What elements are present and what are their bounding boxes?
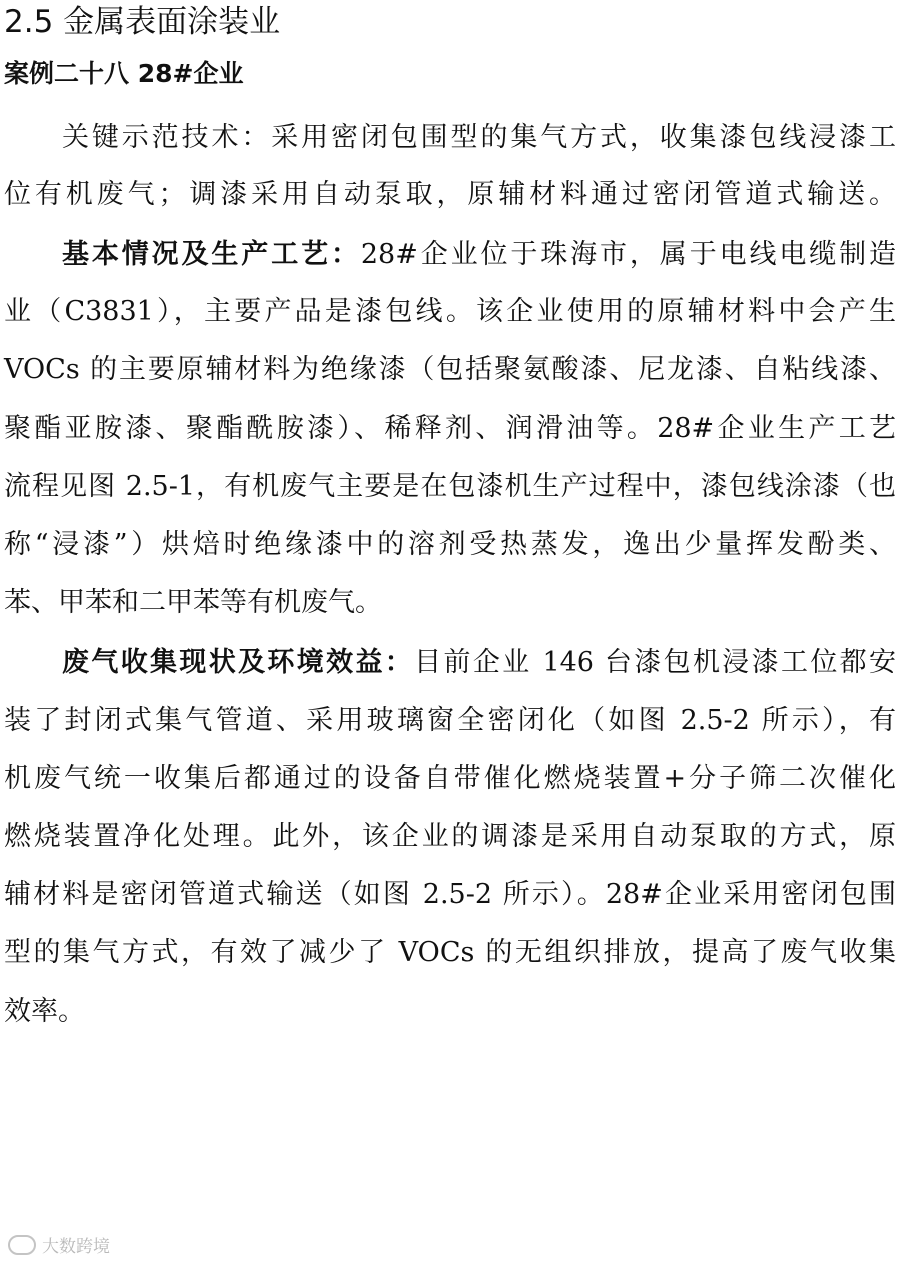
paragraph-waste-gas-line-6: 型的集气方式，有效了减少了 VOCs 的无组织排放，提高了废气收集 <box>4 937 896 968</box>
brand-logo-icon <box>8 1235 36 1255</box>
paragraph-waste-gas-line-5: 辅材料是密闭管道式输送（如图 2.5-2 所示）。28#企业采用密闭包围 <box>4 879 896 910</box>
paragraph-basic-info-line-3: VOCs 的主要原辅材料为绝缘漆（包括聚氨酸漆、尼龙漆、自粘线漆、 <box>4 354 896 385</box>
case-title: 案例二十八 28#企业 <box>4 59 244 88</box>
section-title: 2.5 金属表面涂装业 <box>4 4 281 40</box>
paragraph-basic-info-line-1 <box>62 235 896 275</box>
paragraph-basic-info-line-5: 流程见图 2.5-1，有机废气主要是在包漆机生产过程中，漆包线涂漆（也 <box>4 471 896 502</box>
paragraph-basic-info-line-7: 苯、甲苯和二甲苯等有机废气。 <box>4 587 382 618</box>
waste-gas-label: 废气收集现状及环境效益： <box>62 647 415 678</box>
paragraph-basic-info-line-2: 业（C3831），主要产品是漆包线。该企业使用的原辅材料中会产生 <box>4 296 896 327</box>
watermark-text: 大数跨境 <box>42 1237 110 1257</box>
basic-info-line-1-text: 28#企业位于珠海市，属于电线电缆制造 <box>360 239 897 270</box>
waste-gas-line-1-text: 目前企业 146 台漆包机浸漆工位都安 <box>414 647 897 678</box>
paragraph-waste-gas-line-3: 机废气统一收集后都通过的设备自带催化燃烧装置+分子筛二次催化 <box>4 763 896 794</box>
paragraph-waste-gas-line-4: 燃烧装置净化处理。此外，该企业的调漆是采用自动泵取的方式，原 <box>4 821 896 852</box>
paragraph-waste-gas-line-7: 效率。 <box>4 996 85 1027</box>
paragraph-key-technology-line-1: 关键示范技术：采用密闭包围型的集气方式，收集漆包线浸漆工 <box>62 122 896 153</box>
paragraph-waste-gas-line-2: 装了封闭式集气管道、采用玻璃窗全密闭化（如图 2.5-2 所示），有 <box>4 705 896 736</box>
paragraph-key-technology-line-2: 位有机废气；调漆采用自动泵取，原辅材料通过密闭管道式输送。 <box>4 179 896 210</box>
paragraph-basic-info-line-4: 聚酯亚胺漆、聚酯酰胺漆）、稀释剂、润滑油等。28#企业生产工艺 <box>4 413 896 444</box>
paragraph-waste-gas-line-1 <box>62 643 896 683</box>
basic-info-label: 基本情况及生产工艺： <box>62 239 361 270</box>
watermark <box>8 1232 110 1257</box>
paragraph-basic-info-line-6: 称“浸漆”）烘焙时绝缘漆中的溶剂受热蒸发，逸出少量挥发酚类、 <box>4 529 896 560</box>
